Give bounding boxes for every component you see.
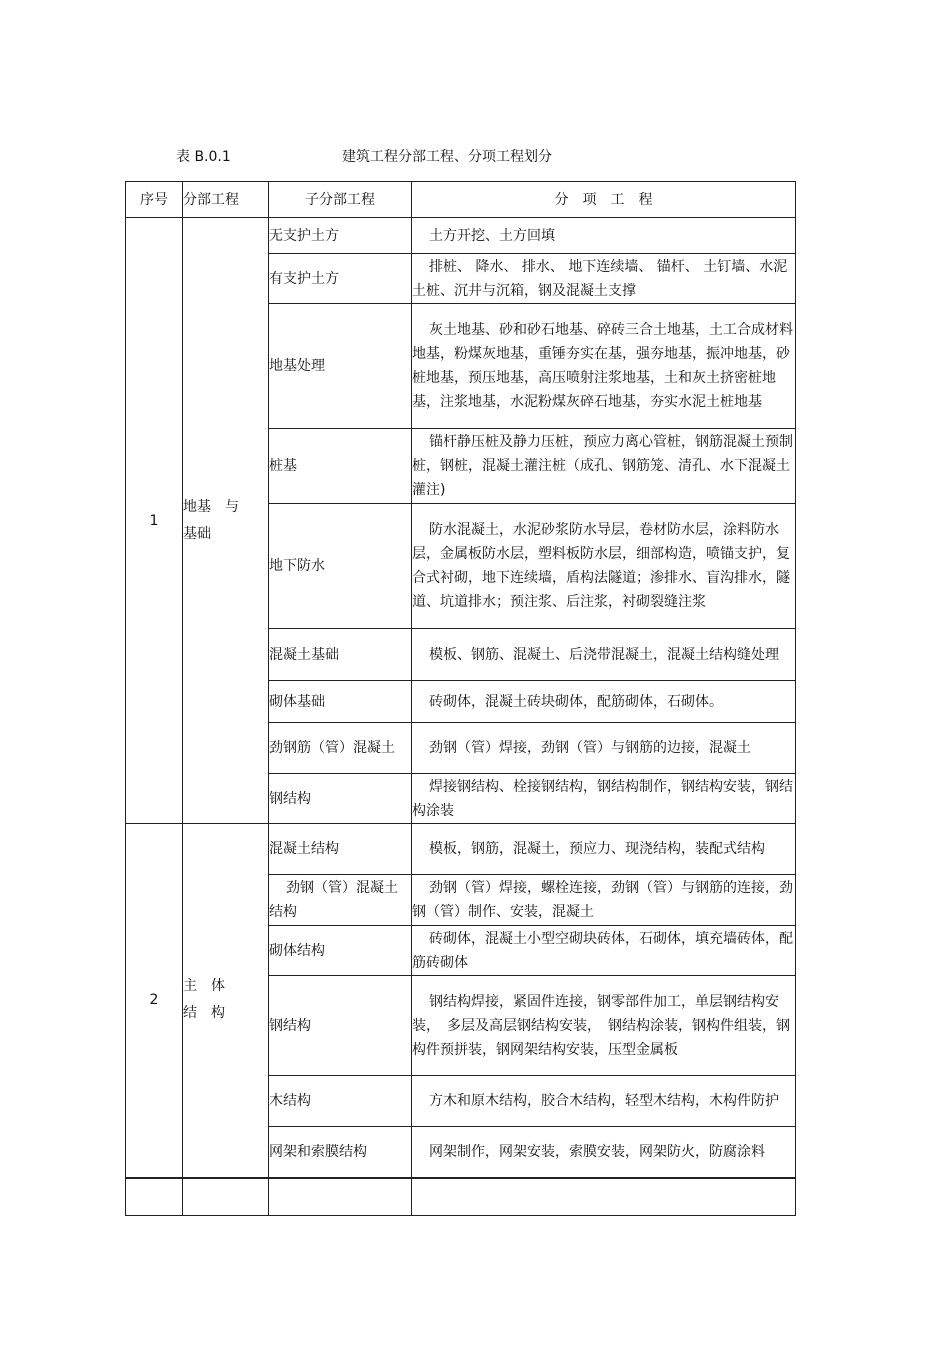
- empty-cell: [126, 1178, 183, 1216]
- table-number: 表 B.0.1: [176, 149, 231, 165]
- items-cell: [412, 1127, 796, 1178]
- items-text: 模板，钢筋，混凝土，预应力、现浇结构，装配式结构: [429, 841, 765, 857]
- items-text: 锚杆静压桩及静力压桩，预应力离心管桩，钢筋混凝土预制桩，钢桩，混凝土灌注桩（成孔、钢筋笼、清孔、水下混凝土灌注): [412, 434, 793, 498]
- items-text: 劲钢（管）焊接，螺栓连接，劲钢（管）与钢筋的连接，劲钢（管）制作、安装，混凝土: [412, 880, 793, 920]
- items-cell: [412, 429, 796, 504]
- subdivision-cell: 地基处理: [269, 304, 412, 429]
- items-text: 焊接钢结构、栓接钢结构，钢结构制作，钢结构安装，钢结构涂装: [412, 778, 793, 819]
- header-items: 分 项 工 程: [412, 182, 796, 218]
- items-text: 砖砌体，混凝土小型空砌块砖体，石砌体，填充墙砖体，配筋砖砌体: [412, 930, 793, 971]
- header-row: [126, 182, 796, 218]
- subdivision-cell: 钢结构: [269, 774, 412, 824]
- division-label: 主 体 结 构: [183, 978, 239, 1022]
- items-text: 灰土地基、砂和砂石地基、碎砖三合土地基，土工合成材料地基，粉煤灰地基，重锤夯实在基，强夯地基，振冲地基，砂桩地基，预压地基，高压喷射注浆地基，土和灰土挤密桩地基，注浆地基，水泥粉煤灰碎石地基，夯实水泥土桩地基: [412, 322, 793, 410]
- items-cell: [412, 1076, 796, 1127]
- items-cell: [412, 254, 796, 304]
- subdivision-cell: 砌体基础: [269, 681, 412, 723]
- items-text: 模板、钢筋、混凝土、后浇带混凝土，混凝土结构缝处理: [429, 646, 779, 663]
- division-cell: [183, 824, 269, 1178]
- group-number: 1: [126, 218, 183, 824]
- table-row: [126, 824, 796, 875]
- subdivision-cell: 混凝土基础: [269, 629, 412, 681]
- items-text: 网架制作，网架安装，索膜安装，网架防火，防腐涂料: [429, 1143, 765, 1160]
- items-text: 方木和原木结构，胶合木结构，轻型木结构，木构件防护: [429, 1093, 779, 1109]
- items-cell: [412, 304, 796, 429]
- items-text: 劲钢（管）焊接，劲钢（管）与钢筋的边接，混凝土: [429, 740, 751, 756]
- subdivision-cell: 有支护土方: [269, 254, 412, 304]
- items-cell: [412, 681, 796, 723]
- items-cell: [412, 218, 796, 254]
- items-text: 土方开挖、土方回填: [429, 227, 555, 244]
- items-cell: [412, 723, 796, 774]
- empty-row: [126, 1178, 796, 1216]
- empty-cell: [412, 1178, 796, 1216]
- items-cell: [412, 926, 796, 976]
- items-cell: [412, 976, 796, 1076]
- empty-cell: [183, 1178, 269, 1216]
- subdivision-text: 劲钢（管）混凝土结构: [269, 880, 398, 920]
- subdivision-cell: 混凝土结构: [269, 824, 412, 875]
- header-division: 分部工程: [183, 182, 269, 218]
- subdivision-cell: 地下防水: [269, 504, 412, 629]
- items-cell: [412, 875, 796, 926]
- subdivision-cell: 无支护土方: [269, 218, 412, 254]
- subdivision-cell: [269, 875, 412, 926]
- items-cell: [412, 824, 796, 875]
- division-label: 地基 与 基础: [183, 498, 253, 542]
- subdivision-cell: 劲钢筋（管）混凝土: [269, 723, 412, 774]
- items-text: 排桩、 降水、 排水、 地下连续墙、 锚杆、 土钉墙、水泥土桩、沉井与沉箱，钢及混凝土支撑: [412, 258, 788, 299]
- items-cell: [412, 504, 796, 629]
- division-table: [125, 181, 796, 1216]
- subdivision-cell: 钢结构: [269, 976, 412, 1076]
- header-subdivision: 子分部工程: [269, 182, 412, 218]
- subdivision-cell: 砌体结构: [269, 926, 412, 976]
- group-number: 2: [126, 824, 183, 1178]
- table-title: 建筑工程分部工程、分项工程划分: [342, 149, 552, 165]
- items-text: 砖砌体，混凝土砖块砌体，配筋砌体，石砌体。: [429, 693, 723, 710]
- items-text: 防水混凝土，水泥砂浆防水导层，卷材防水层，涂料防水层，金属板防水层，塑料板防水层，细部构造，喷锚支护，复合式衬砌，地下连续墙，盾构法隧道；渗排水、盲沟排水，隧道、坑道排水；预注浆、后注浆，衬砌裂缝注浆: [412, 522, 790, 610]
- subdivision-cell: 桩基: [269, 429, 412, 504]
- subdivision-cell: 木结构: [269, 1076, 412, 1127]
- table-row: [126, 218, 796, 254]
- header-no: 序号: [126, 182, 183, 218]
- items-cell: [412, 629, 796, 681]
- items-text: 钢结构焊接，紧固件连接，钢零部件加工，单层钢结构安装， 多层及高层钢结构安装， 钢结构涂装，钢构件组装，钢构件预拼装，钢网架结构安装，压型金属板: [412, 993, 790, 1058]
- division-cell: [183, 218, 269, 824]
- subdivision-cell: 网架和索膜结构: [269, 1127, 412, 1178]
- items-cell: [412, 774, 796, 824]
- empty-cell: [269, 1178, 412, 1216]
